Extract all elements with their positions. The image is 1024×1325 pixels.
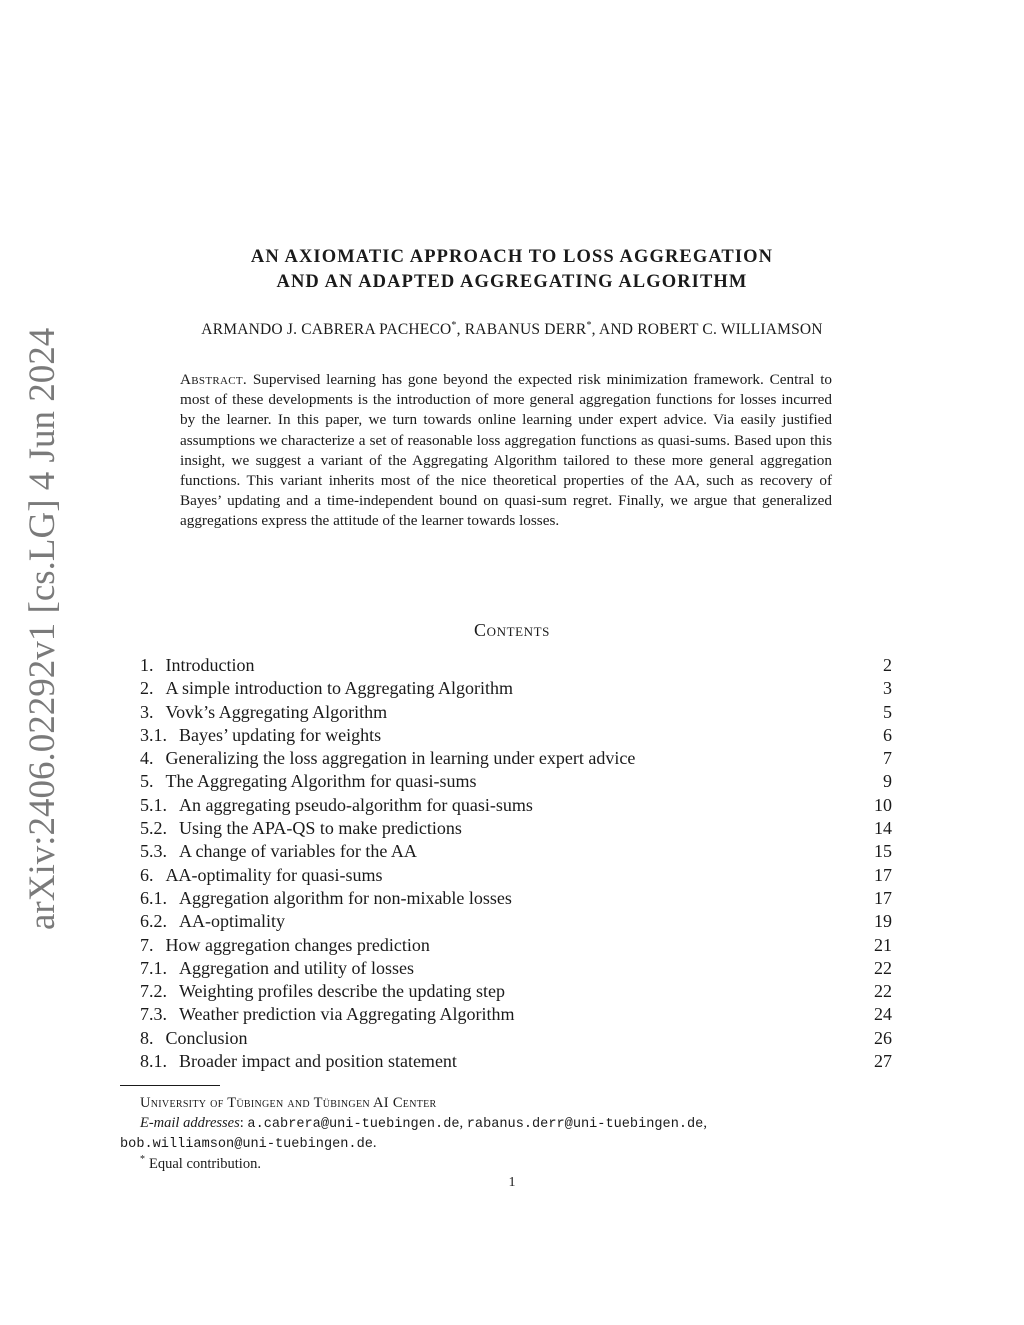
title-line-1: AN AXIOMATIC APPROACH TO LOSS AGGREGATION [250,247,774,267]
toc-entry-page: 7 [883,748,892,769]
toc-entry-number: 7. [140,934,154,955]
toc-entry-title: Using the APA-QS to make predictions [179,818,462,839]
toc-entry-page: 17 [874,864,892,885]
toc-entry-title: Weather prediction via Aggregating Algorithm [179,1004,515,1025]
equal-contribution-mark-2: * [586,319,592,331]
table-of-contents [140,654,892,1073]
arxiv-identifier-stamp: arXiv:2406.02292v1 [cs.LG] 4 Jun 2024 [22,327,63,930]
toc-entry-page: 24 [874,1004,892,1025]
toc-entry[interactable] [140,840,892,863]
toc-entry-number: 7.3. [140,1004,167,1025]
equal-contribution-mark: * [140,1153,145,1165]
toc-entry-number: 5.3. [140,841,167,862]
toc-entry-title: AA-optimality [179,911,285,932]
email-derr[interactable]: rabanus.derr@uni-tuebingen.de [466,1116,704,1132]
toc-entry[interactable] [140,724,892,747]
toc-entry-title: A simple introduction to Aggregating Algorithm [165,678,513,699]
toc-entry[interactable] [140,957,892,980]
toc-entry-number: 8.1. [140,1051,167,1072]
author-list: ARMANDO J. CABRERA PACHECO*, RABANUS DERR*, AND ROBERT C. WILLIAMSON [201,319,823,338]
toc-entry-number: 6. [140,864,154,885]
toc-entry[interactable] [140,910,892,933]
footnote-divider [120,1085,220,1086]
toc-entry-page: 9 [883,771,892,792]
toc-entry-number: 5. [140,771,154,792]
toc-entry-page: 22 [874,981,892,1002]
equal-contribution-note [120,1155,880,1175]
toc-entry-number: 4. [140,748,154,769]
toc-entry-page: 27 [874,1051,892,1072]
toc-entry-number: 8. [140,1027,154,1048]
toc-entry-page: 6 [883,724,892,745]
abstract-text: Supervised learning has gone beyond the expected risk minimization framework. Central to most of these developments is the introduction of more general aggregation functions for losses incurred by the learner. In this paper, we turn towards online learning under expert advice. Via easily justified assumptions we characterize a set of reasonable loss aggregation functions as quasi-sums. Based upon this insight, we suggest a variant of the Aggregating Algorithm tailored to these more general aggregation functions. This variant inherits most of the nice theoretical properties of the AA, such as recovery of Bayes’ updating and a time-independent bound on quasi-sum regret. Finally, we argue that generalized aggregations express the attitude of the learner towards losses. [180,371,833,530]
toc-entry-page: 17 [874,887,892,908]
toc-entry-page: 5 [883,701,892,722]
toc-entry-page: 22 [874,957,892,978]
author-1: ARMANDO J. CABRERA PACHECO [201,321,452,338]
abstract [180,370,832,532]
toc-entry[interactable] [140,770,892,793]
toc-entry[interactable] [140,794,892,817]
toc-entry-title: Aggregation algorithm for non-mixable losses [179,887,512,908]
toc-entry-title: A change of variables for the AA [179,841,417,862]
toc-entry[interactable] [140,934,892,957]
toc-entry[interactable] [140,1027,892,1050]
toc-entry-title: An aggregating pseudo-algorithm for quasi-sums [179,794,533,815]
toc-entry-number: 2. [140,678,154,699]
toc-entry-number: 5.2. [140,818,167,839]
footnotes [120,1094,880,1174]
toc-entry-page: 15 [874,841,892,862]
author-2: RABANUS DERR [464,321,587,338]
affiliation: University of Tübingen and Tübingen AI Center [140,1095,437,1111]
email-label: E-mail addresses [140,1114,240,1131]
toc-entry-number: 3.1. [140,724,167,745]
toc-entry-page: 3 [883,678,892,699]
toc-entry-number: 5.1. [140,794,167,815]
toc-entry-number: 1. [140,655,154,675]
toc-entry[interactable] [140,701,892,724]
toc-entry-number: 3. [140,701,154,722]
toc-entry[interactable] [140,1050,892,1073]
abstract-label: Abstract. [180,371,247,388]
toc-entry-title: The Aggregating Algorithm for quasi-sums [165,771,477,792]
toc-entry-title: AA-optimality for quasi-sums [165,864,383,885]
toc-entry-page: 2 [883,655,892,675]
email-cabrera[interactable]: a.cabrera@uni-tuebingen.de [247,1116,460,1132]
toc-entry-title: Weighting profiles describe the updating step [179,981,505,1002]
page-number: 1 [508,1175,516,1190]
paper-title [0,245,1024,295]
contents-heading: Contents [473,620,551,640]
title-line-2: AND AN ADAPTED AGGREGATING ALGORITHM [276,272,748,292]
toc-entry[interactable] [140,677,892,700]
toc-entry-title: Aggregation and utility of losses [179,957,414,978]
toc-entry-page: 26 [874,1027,892,1048]
toc-entry[interactable] [140,864,892,887]
toc-entry-title: Vovk’s Aggregating Algorithm [165,701,388,722]
email-continuation: bob.williamson@uni-tuebingen.de. [120,1135,377,1152]
toc-entry-page: 21 [874,934,892,955]
toc-entry-title: Bayes’ updating for weights [179,724,382,745]
toc-entry[interactable] [140,747,892,770]
toc-entry-number: 7.1. [140,957,167,978]
toc-entry[interactable] [140,654,892,677]
toc-entry[interactable] [140,1003,892,1026]
email-williamson[interactable]: bob.williamson@uni-tuebingen.de [120,1137,373,1152]
toc-entry-page: 19 [874,911,892,932]
toc-entry-page: 10 [874,794,892,815]
toc-entry[interactable] [140,980,892,1003]
toc-entry-number: 7.2. [140,981,167,1002]
toc-entry-title: How aggregation changes prediction [165,934,430,955]
equal-contribution-mark-1: * [451,319,457,331]
toc-entry-title: Introduction [165,655,255,675]
toc-entry-number: 6.2. [140,911,167,932]
email-addresses: E-mail addresses: a.cabrera@uni-tuebingen.de, rabanus.derr@uni-tuebingen.de, [140,1114,707,1132]
toc-entry-title: Broader impact and position statement [179,1051,457,1072]
toc-entry[interactable] [140,887,892,910]
equal-contribution-text: Equal contribution. [149,1155,261,1172]
toc-entry-title: Generalizing the loss aggregation in learning under expert advice [165,748,636,769]
toc-entry-page: 14 [874,818,892,839]
author-3: AND ROBERT C. WILLIAMSON [598,321,823,338]
toc-entry-number: 6.1. [140,887,167,908]
toc-entry[interactable] [140,817,892,840]
toc-entry-title: Conclusion [165,1027,248,1048]
